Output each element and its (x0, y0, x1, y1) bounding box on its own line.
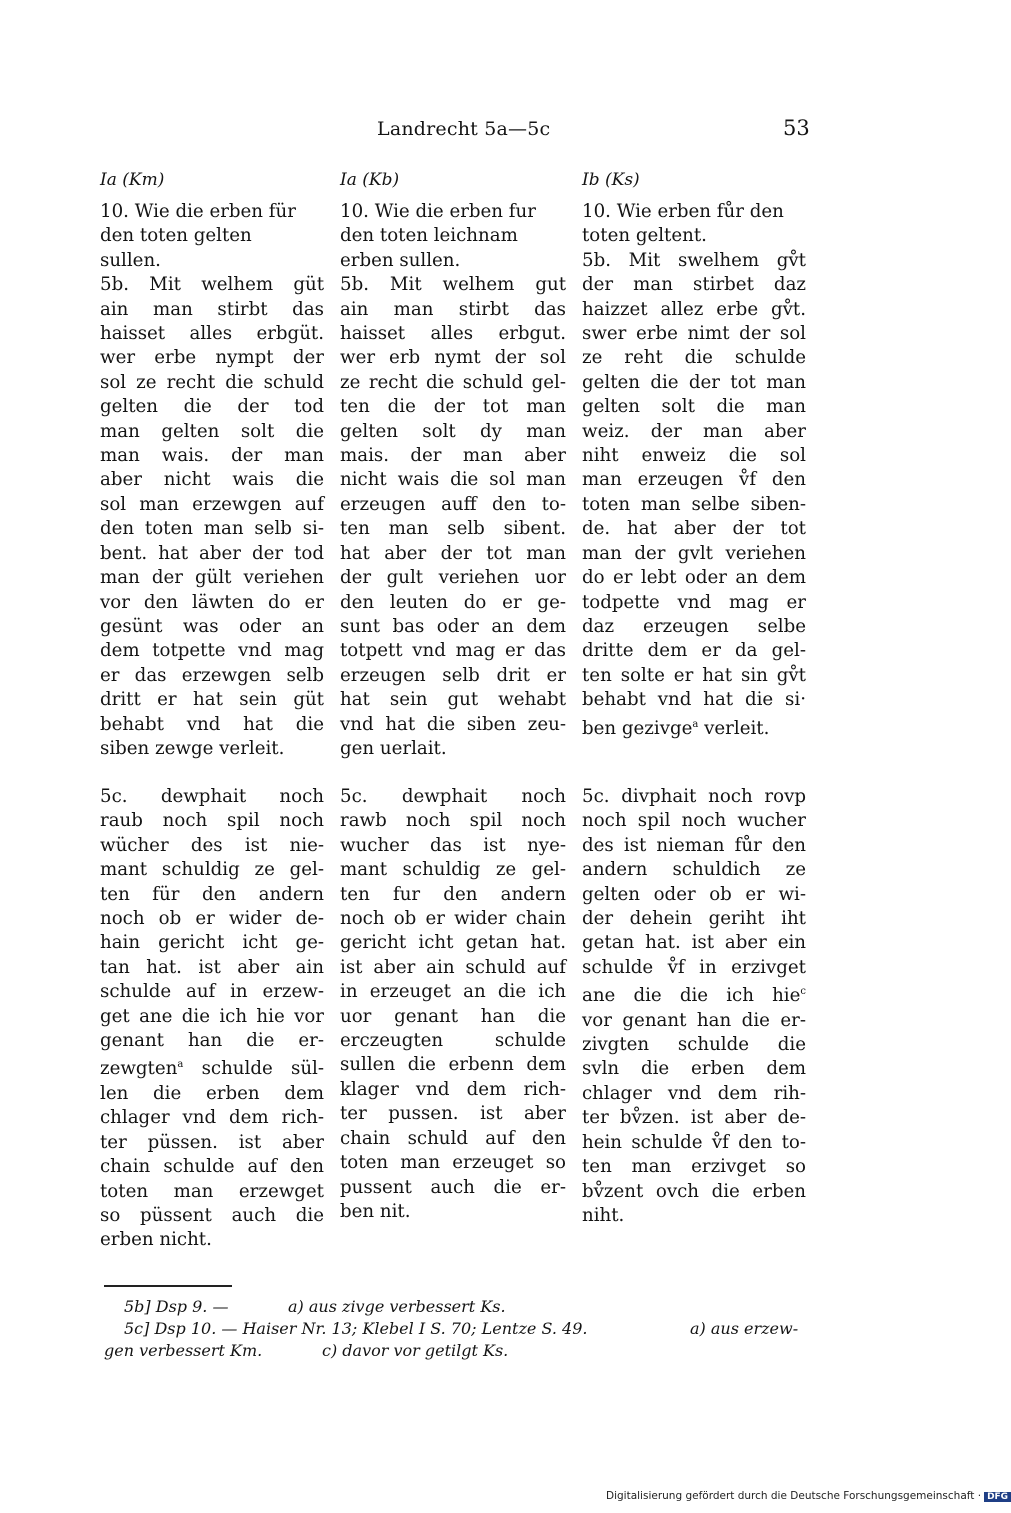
text-line: rawb noch spil noch (340, 810, 566, 832)
text-line: der gult veriehen uor (340, 567, 566, 589)
text-line: erben nicht. (100, 1229, 212, 1251)
text-line: ter bv̊zen. ist aber de- (582, 1107, 806, 1129)
text-line: den leuten do er ge- (340, 591, 566, 613)
text-line: do er lebt oder an dem (582, 567, 806, 589)
text-line: wer erb nymt der sol (340, 347, 566, 369)
text-line: dem totpette vnd mag (100, 640, 324, 662)
text-line: ane die die ich hie$^c$ (582, 985, 806, 1007)
text-line: 5c. dewphait noch (340, 786, 566, 807)
text-line: behabt vnd hat die (100, 713, 324, 735)
text-line: sullen die erbenn dem (340, 1054, 566, 1076)
text-line: haisset alles erbgut. (340, 323, 566, 345)
text-line: ain man stirbt das (340, 298, 566, 320)
text-line: ten man erzivget so (582, 1156, 806, 1178)
footnote-line (104, 1340, 816, 1362)
text-line: haisset alles erbgüt. (100, 323, 324, 345)
column-kb (340, 168, 566, 1222)
text-line: mant schuldig ze gel- (340, 859, 566, 881)
text-line: hat sein gut wehabt (340, 689, 566, 711)
footnote-text: c) davor vor getilgt Ks. (322, 1341, 509, 1360)
text-line: ter pussen. ist aber (340, 1103, 566, 1125)
text-line: wer erbe nympt der (100, 347, 324, 369)
text-line: 5c. divphait noch rovp (582, 786, 806, 807)
text-line: vnd hat die siben zeu- (340, 713, 566, 735)
text-line: gelten solt die man (582, 396, 806, 418)
text-line: ten für den andern (100, 883, 324, 905)
rubric (582, 200, 806, 249)
text-line: hat aber der tot man (340, 542, 566, 564)
text-line: er das erzewgen selb (100, 664, 324, 686)
text-line: schulde v̊f in erzivget (582, 956, 806, 978)
footnote-ref: 5b] Dsp 9. — (124, 1297, 229, 1316)
text-line: noch ob er wider chain (340, 908, 566, 930)
text-line: gelten oder ob er wi- (582, 883, 806, 905)
text-line: sol ze recht die schuld (100, 371, 324, 393)
text-line: gesünt was oder an (100, 615, 324, 637)
text-line: aber nicht wais die (100, 469, 324, 491)
text-line: ze reht die schulde (582, 347, 806, 369)
column-ks (582, 168, 806, 1226)
text-line: mais. der man aber (340, 445, 566, 467)
rubric (340, 200, 566, 273)
text-line: sol man erzewgen auf (100, 493, 324, 515)
text-line: chlager vnd dem rich- (100, 1107, 324, 1129)
section-5b (100, 273, 324, 761)
text-line: uor genant han die (340, 1005, 566, 1027)
text-line: gelten die der tod (100, 396, 324, 418)
text-line: mant schuldig ze gel- (100, 859, 324, 881)
footnote-text: a) aus erzew- (690, 1319, 799, 1338)
footnote-rule (104, 1285, 232, 1287)
digitization-credit (606, 1490, 1011, 1502)
text-line: toten geltent. (582, 225, 707, 247)
section-5c (340, 785, 566, 1224)
text-line: noch ob er wider de- (100, 908, 324, 930)
text-line: in erzeuget an die ich (340, 981, 566, 1003)
text-line: totpett vnd mag er das (340, 640, 566, 662)
text-line: todpette vnd mag er (582, 591, 806, 613)
text-line: toten man selbe siben- (582, 493, 806, 515)
text-line: man wais. der man (100, 445, 324, 467)
text-line: genant han die er- (100, 1030, 324, 1052)
text-line: 5b. Mit welhem güt (100, 274, 324, 296)
text-line: niht. (582, 1204, 625, 1226)
section-5b (340, 273, 566, 761)
text-line: man der gvlt veriehen (582, 542, 806, 564)
text-line: erczeugten schulde (340, 1030, 566, 1052)
text-line: ze recht die schuld gel- (340, 371, 566, 393)
text-line: 5b. Mit swelhem gv̊t (582, 249, 806, 271)
text-line: noch spil noch wucher (582, 810, 806, 832)
text-line: bent. hat aber der tod (100, 542, 324, 564)
text-line: man der gült veriehen (100, 567, 324, 589)
footnotes (104, 1296, 816, 1362)
text-line: den toten leichnam (340, 225, 518, 247)
text-line: der man stirbet daz (582, 274, 806, 296)
text-line: den toten gelten (100, 225, 252, 247)
text-line: ten die der tot man (340, 396, 566, 418)
text-line: daz erzeugen selbe (582, 615, 806, 637)
footnote-line (104, 1296, 816, 1318)
footnote-text: gen verbessert Km. (104, 1341, 263, 1360)
text-line: zewgten$^a$ schulde sül- (100, 1058, 324, 1080)
text-line: niht enweiz die sol (582, 445, 806, 467)
text-line: ten solte er hat sin gv̊t (582, 664, 806, 686)
text-line: 10. Wie erben fůr den (582, 201, 784, 222)
text-line: toten man erzewget (100, 1180, 324, 1202)
text-line: ten man selb sibent. (340, 518, 566, 540)
text-line: pussent auch die er- (340, 1176, 566, 1198)
text-line: gen uerlait. (340, 737, 447, 759)
text-line: gericht icht getan hat. (340, 932, 566, 954)
text-line: hein schulde v̊f den to- (582, 1131, 806, 1153)
section-5c (582, 785, 806, 1228)
page-number: 53 (783, 116, 810, 140)
text-line: ben nit. (340, 1200, 411, 1222)
text-line: toten man erzeuget so (340, 1152, 566, 1174)
running-title: Landrecht 5a—5c (377, 118, 551, 140)
text-line: siben zewge verleit. (100, 737, 285, 759)
text-line: schulde auf in erzew- (100, 981, 324, 1003)
section-5b (582, 249, 806, 741)
footnote-text: a) aus zivge verbessert Ks. (288, 1297, 506, 1316)
text-line: vor den läwten do er (100, 591, 324, 613)
text-line: chain schuld auf den (340, 1127, 566, 1149)
text-line: klager vnd dem rich- (340, 1078, 566, 1100)
text-line: ter püssen. ist aber (100, 1131, 324, 1153)
text-line: andern schuldich ze (582, 859, 806, 881)
column-km (100, 168, 324, 1251)
text-line: erzeugen selb drit er (340, 664, 566, 686)
text-line: erben sullen. (340, 249, 461, 271)
text-line: bv̊zent ovch die erben (582, 1180, 806, 1202)
text-line: so püssent auch die (100, 1204, 324, 1226)
text-line: 5c. dewphait noch (100, 786, 324, 807)
credit-text: Digitalisierung gefördert durch die Deutsche Forschungsgemeinschaft · (606, 1490, 982, 1502)
text-line: get ane die ich hie vor (100, 1005, 324, 1027)
text-line: dritte dem er da gel- (582, 640, 806, 662)
text-line: chlager vnd dem rih- (582, 1082, 806, 1104)
text-line: ten fur den andern (340, 883, 566, 905)
text-line: man erzeugen v̊f den (582, 469, 806, 491)
column-siglum: Ia (Km) (100, 170, 165, 190)
text-line: ain man stirbt das (100, 298, 324, 320)
text-line: ist aber ain schuld auf (340, 956, 566, 978)
section-5c (100, 785, 324, 1253)
footnote-ref: 5c] Dsp 10. — Haiser Nr. 13; Klebel I S. 70; Lentze S. 49. (124, 1319, 588, 1338)
footnote-line (104, 1318, 816, 1340)
text-line: man gelten solt die (100, 420, 324, 442)
text-line: gelten solt dy man (340, 420, 566, 442)
text-line: hain gericht icht ge- (100, 932, 324, 954)
text-line: erzeugen auff den to- (340, 493, 566, 515)
text-line: chain schulde auf den (100, 1156, 324, 1178)
text-line: len die erben dem (100, 1082, 324, 1104)
text-line: behabt vnd hat die si· (582, 689, 806, 711)
text-line: swer erbe nimt der sol (582, 323, 806, 345)
text-line: vor genant han die er- (582, 1009, 806, 1031)
text-line: gelten die der tot man (582, 371, 806, 393)
text-line: den toten man selb si- (100, 518, 324, 540)
text-line: dritt er hat sein güt (100, 689, 324, 711)
column-siglum: Ia (Kb) (340, 170, 400, 190)
text-line: 10. Wie die erben fur (340, 201, 536, 222)
text-line: weiz. der man aber (582, 420, 806, 442)
dfg-logo: DFG (984, 1492, 1011, 1502)
text-line: ben gezivge$^a$ verleit. (582, 717, 770, 739)
text-line: wücher des ist nie- (100, 834, 324, 856)
text-line: haizzet allez erbe gv̊t. (582, 298, 806, 320)
page-header (0, 118, 1000, 148)
text-line: raub noch spil noch (100, 810, 324, 832)
column-siglum: Ib (Ks) (582, 170, 640, 190)
text-line: wucher das ist nye- (340, 834, 566, 856)
text-line: sullen. (100, 249, 161, 271)
text-line: 10. Wie die erben für (100, 201, 296, 222)
text-line: 5b. Mit welhem gut (340, 274, 566, 296)
text-line: de. hat aber der tot (582, 518, 806, 540)
text-line: der dehein geriht iht (582, 908, 806, 930)
text-line: nicht wais die sol man (340, 469, 566, 491)
text-line: des ist nieman fůr den (582, 834, 806, 856)
text-line: zivgten schulde die (582, 1034, 806, 1056)
text-line: svln die erben dem (582, 1058, 806, 1080)
text-line: sunt bas oder an dem (340, 615, 566, 637)
text-line: getan hat. ist aber ein (582, 932, 806, 954)
rubric (100, 200, 324, 273)
text-line: tan hat. ist aber ain (100, 956, 324, 978)
